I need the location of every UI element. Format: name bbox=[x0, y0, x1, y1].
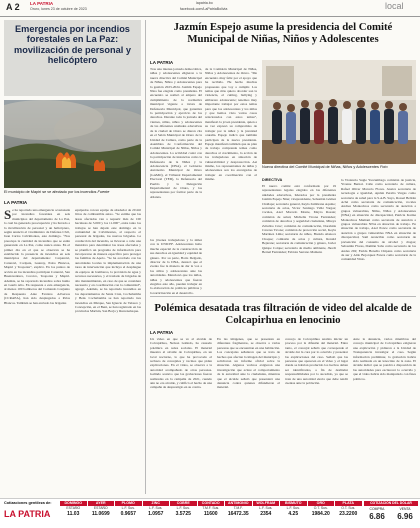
header-brand: LA PATRIA bbox=[30, 1, 54, 6]
market-column-value: 1.0957 bbox=[148, 511, 164, 517]
market-column-value: 2354 bbox=[260, 511, 272, 517]
market-column-10 bbox=[335, 501, 362, 518]
market-column-head: BISMUTO bbox=[280, 501, 307, 506]
market-column-unit: O.T. Sus. bbox=[341, 506, 356, 510]
story2-tag: LA PATRIA bbox=[150, 60, 174, 65]
story2-subhead: DIRECTIVA bbox=[262, 178, 283, 182]
market-column-value: 11600 bbox=[203, 511, 218, 517]
header-date: Oruro, lunes 23 de octubre de 2023 bbox=[30, 7, 87, 11]
market-column-unit: L.F. Sus. bbox=[149, 506, 163, 510]
market-column-head: PLOMO bbox=[115, 501, 142, 506]
market-column-unit: L.F. Sus. bbox=[121, 506, 135, 510]
header-social[interactable]: facebook.com/LaPatriaBolivia bbox=[180, 7, 228, 11]
market-column-value: 3.5725 bbox=[175, 511, 191, 517]
story1-caption: El municipio de Mapiri se ve afectado por los incendios Fuente bbox=[4, 190, 110, 194]
market-column-value: 11.0699 bbox=[91, 511, 110, 517]
market-quotes-bar bbox=[0, 498, 420, 528]
story2-body-col4: El nuevo comité está conformado por 19 representantes legales elegidos en las diferentes unidades educativas, liderados por la presidenta Jazmín Espejo Nina; vicepresidente, Sebastián Gómez Challapa; secretaria general, Keyla Zambrana Aquino; secretaria de actas, Victor Santiago Véliz Vargas; vocales, Axel Marcelo Monte, Mayra Rosaía; comisión de salud, Michelle Ticona Fernández; comisión de derechos y seguridad ciudadana, Mireya Zeballos Cruz; comisión de comunicación, Dorahida Cáceres Ticona; comisión de protección social, Keyla Martinez Lima; secretaria de niños, Brenda Alanoca Choque; comisión de actas y cultura, Ronald Bejarano; secretaria de comunicación y género, Javier Quispe Colque; secretaria de medio ambiente, Jhordi Bernal Fernández; Fabiola Serrano Mamani. bbox=[262, 184, 336, 255]
market-column-7 bbox=[253, 501, 280, 518]
market-column-head: CONTADO bbox=[198, 501, 225, 506]
market-column-unit: L.F. Sus. bbox=[286, 506, 300, 510]
market-column-unit: L.F. Sus. bbox=[176, 506, 190, 510]
market-column-value: 16472.35 bbox=[227, 511, 249, 517]
story1-tag: LA PATRIA bbox=[4, 200, 28, 205]
sell-value: 6.96 bbox=[397, 512, 413, 521]
fire-photo-icon bbox=[4, 100, 141, 188]
column-divider bbox=[145, 20, 146, 494]
story2-body-col2: de la Comisión Municipal de Niñas, Niños y Adolescentes de Oruro. “Me encuentro muy feliz por el apoyo que he recibido. He hecho muchas propuestas que voy a cumplir. Los temas que más quiero abordar son la violencia, el cutting, bullying y embarazo adolescente; tenemos muy importante trabajar por estos temas para que los adolescentes y los niños y que hemos visto varios casos relacionados con estos temas”, manifestó la joven presidenta, quien a su vez expresó su compromiso de trabajar por la niñez y la juventud orureña. Espejo indicó que también participan de la nueva presidenta. Espejo manifestó también que su plan de trabajo comprende temas como derechos al crecimiento, la acción de los trabajadores en situación de vulnerabilidad y desprotección. Así mismo, los representantes de niñas y adolescentes son los encargados de trabajar en coordinación con el mismo. bbox=[205, 67, 257, 182]
story2-body-col5: la Violencia Sugie Yaczumbaga comisión de justicia, Yvonne Bernal. Calle como secretario de cultura, Rafael Oliver Marcelo Flores. Jessica secretaria de tecnología e igualdad, Ayelén Peralta Vargas como secretaria de salud para la S.A.B. Suyo, Rossel Beltrán Aché como secretaria de comunicación, vocales Andrea Montecinos como secretaria de atención a grupos vulnerables, Niñas, Niños y Adolescentes (NNA) en situación de discapacidad, Patricia Karina Montecinos Mamani como secretaria de atención a grupos vulnerables NNA en situación de trabajo. En situación de trabajo, Axel Ponce como secretaria de atención a grupos vulnerables NNA en situación de discapacidad, Saúl Arancibia como secretaria de prevención del consumo de alcohol y drogas; Sebastián Flores, Damián Saba como secretaria de los Andes 202; Farida Heredia Chipana como secretaria de sur y Aldo Bojorquez Farera como secretaria de la comunidad Vinto. bbox=[341, 178, 416, 262]
market-column-unit: L.F. Sus. bbox=[259, 506, 273, 510]
market-column-head: ZINC bbox=[143, 501, 170, 506]
market-column-head: PLATA bbox=[335, 501, 362, 506]
story1-body-col1: Se ha reportado una emergencia ocasionada por incendios forestales en seis municipios del departamento de La Paz, lo cual ha generado preocupación y ha llevado a la movilización de personal y un helicóptero, según anunció el viceministro de Defensa Civil, Juan Carlos Calvimontes, este domingo. “Nos preocupa la cantidad de incendios que se están generando en La Paz, como nunca antes. En el primer día en el que se observan se ha establecido la presencia de incendios en seis municipios del departamento: Carpanaví, Caranavi, Coripata, Guanay, Palos Blancos, Mapiri y Teoponte”, explicó. En los puntos de acción en los incendios participan Caranavi, San Buenaventura, Coroico, Teoponte y Mapiri. Además, se ha reportado incendios sobre humo en Gualó Alto. En respuesta a esta emergencia, al menos 100 bomberos del Comando Conjunto de Respuesta Ante Eventos Adversos (CCRAEA), han sido desplegados a Palos Blancos. También se han enviado las brigadas bbox=[4, 208, 70, 305]
header-website[interactable]: lapatria.bo bbox=[196, 1, 213, 5]
story-divider bbox=[150, 296, 416, 297]
section-name: local bbox=[385, 1, 404, 11]
market-column-unit: O.T. Sus. bbox=[313, 506, 328, 510]
story3-body-col1: Un video en que se ve al alcalde de Colcapirhua, Nelson Galindo, ha causado polémica en redes sociales. El material muestra al alcalde de Colcapirhua, en un local nocturno, lo que ha provocado el rechazo de concejales y vecinos que piden explicaciones. En el video, se observa a la autoridad acompañado de otras personas. Galindo sostuvo que las grabaciones fueron realizadas en la campaña de 2021, cuando aún no era alcalde, y calificó el hecho de una campaña de desprestigio en su contra. bbox=[150, 337, 212, 390]
page-header bbox=[0, 0, 420, 17]
story1-fire-photo bbox=[4, 100, 141, 188]
story1-caption-source: Fuente bbox=[97, 190, 110, 194]
story1-headline: Emergencia por incendios forestales en La Paz: movilización de personal y helicóptero bbox=[14, 24, 131, 65]
story3-body-col3: concejo de Colcapirhua analiza iniciar un proceso por la difusión del material. Entre tanto, el concejal señaló que corresponde al alcalde dar la cara por lo ocurrido y presentar las explicaciones del caso. Señaló que las personas que aparecen en el video y el lugar donde se habrían producido los hechos deben ser identificados, a fin de deslindar responsabilidades por lo sucedido, ya que se trata de una autoridad electa que debe rendir cuentas ante la población. bbox=[285, 337, 348, 386]
story3-tag: LA PATRIA bbox=[150, 330, 174, 335]
market-column-head: COBRE bbox=[170, 501, 197, 506]
market-column-6 bbox=[225, 501, 252, 518]
market-column-value: 1984.20 bbox=[311, 511, 330, 517]
buy-value: 6.86 bbox=[369, 512, 385, 521]
story1-headline-box bbox=[4, 20, 141, 96]
story2-group-photo bbox=[262, 60, 416, 164]
market-column-head: ANTIMONIO bbox=[225, 501, 252, 506]
story2-body-col3: los jóvenes trabajadores y la niñez con la UNICEF. Adolescentes hubo mucha especial de la construcción de sus derechos en igualdad y equidad de género. Por su parte, Boris Delgado, director de la DNA, destacó que el evento fue la manera de dar la voz a los niños y adolescentes ante las autoridades. Mencionó que los niños, niñas y adolescentes que fueron elegidos este año, pueden trabajar en la elaboración de políticas públicas y la participación en el desarrollo. bbox=[150, 238, 202, 294]
market-column-3 bbox=[143, 501, 170, 518]
market-column-unit: ESTAÑO bbox=[93, 506, 108, 510]
market-column-unit: ESTAÑO bbox=[66, 506, 81, 510]
market-column-value: 4.25 bbox=[288, 511, 299, 517]
story2-body-col1: Tras una intensa jornada democrática, niñas y adolescentes eligieron a la nueva directiva del Comité Municipal de Niñas, Niños y Adolescentes para la gestión 2023-2024. Jazmín Espejo Nina fue elegida como presidenta. El encuentro se realizó al amparo del cumplimiento de la normativa municipal vigente a través de Defensoría Municipal, que garantiza la participación y ejercicio de los derechos. Durante toda la jornada del viernes, niñas, niños y adolescentes de las diferentes unidades educativas de la ciudad de Oruro se dieron cita en el Salón Municipal de Oruro de la Unidad de Cultura, como parte de la Asamblea de Conformación del Comité Municipal de Niñas, Niños y Adolescentes. La actividad contó con la participación de instancias como la Defensoría de la Niñez y la Adolescencia (DNA), el Gobierno Autónomo Municipal de Oruro (GAMO), el Tribunal Departamental Electoral (TED), la Defensoría del Pueblo y la Delegación Departamental de Oruro, y los representantes por formar parte de la Alianza. bbox=[150, 67, 202, 199]
group-photo-icon bbox=[262, 60, 416, 164]
market-column-0 bbox=[60, 501, 87, 518]
market-column-head: DOMINGO bbox=[60, 501, 87, 506]
market-column-4 bbox=[170, 501, 197, 518]
story3-body-col2: En las imágenes, que se presentan en diferentes fragmentos, se observa a varias personas que se encuentran en una habitación. Los concejales señalaron que se trata de hechos que afectan la imagen del municipio y solicitaron un informe oficial sobre la situación. Algunos vecinos exigieron una investigación que aclare el comportamiento de la autoridad ante la ciudadanía, mientras que el alcalde señaló que presentará una denuncia contra quienes difundieron el material. bbox=[217, 337, 280, 390]
dollar-rate-header: COTIZACIÓN DEL DÓLAR bbox=[364, 501, 418, 506]
market-column-9 bbox=[308, 501, 335, 518]
market-column-value: 11.03 bbox=[67, 511, 80, 517]
story3-body-col4: Ante la denuncia, varios miembros del concejo municipal de Colcapirhua exigieron una explicación y pidieron a la Unidad de Transparencia investigar el caso. Según información preliminar, la grabación habría sido realizada en un lenocinio de la zona. El alcalde indicó que se pondrá a disposición de las autoridades para esclarecer lo ocurrido y que el video habría sido manipulado con fines políticos. bbox=[353, 337, 416, 381]
market-column-1 bbox=[88, 501, 115, 518]
market-title: Cotizaciones gentileza de: bbox=[4, 501, 52, 505]
market-column-unit: T.M.F. Sus. bbox=[202, 506, 220, 510]
market-column-2 bbox=[115, 501, 142, 518]
page-number: A 2 bbox=[6, 2, 20, 12]
market-brand-logo: LA PATRIA bbox=[4, 509, 51, 519]
market-column-head: AYER bbox=[88, 501, 115, 506]
market-column-head: ORO bbox=[308, 501, 335, 506]
market-column-value: 23.2200 bbox=[339, 511, 358, 517]
market-column-8 bbox=[280, 501, 307, 518]
story1-dropcap: S bbox=[4, 208, 12, 222]
market-column-head: WOLFRAM bbox=[253, 501, 280, 506]
story2-photo-caption-source: Foto bbox=[379, 165, 388, 169]
market-column-5 bbox=[198, 501, 225, 518]
story1-body-col2: equipados con un equipo de alrededor de 20 mil litros de combustible aéreo. “Se estima que las áreas afectadas van a requerir más de 100 hectáreas de 3.000 y los 11.000”, entre tanto los trabajos se han dejado este domingo en la comunidad de Calvimontes, al respecto el personal de brigadas, los nuevos brigadas. La conducción del incendio, se llevaron a cabo una maniobra para determinar las áreas afectadas y se planificó un programa de información para incorporarse de manera específica para proteger las familias de Apolo. “Se ha acordado con las autoridades locales la implementación de una tarea de intervención que incluya el despliegue de equipos de bomberos, la provisión de agua y recursos necesarios, y el traslado de brigadas de alto mantenimiento, en caso de que se considere necesario y en coordinación con la comunidad”, agregó. Además, se ha reportado incendios en los departamentos de Santa Cruz, Cochabamba y Beni. Cochabamba se han reportado tres incendios en Mizque, San Ignacio de Velasco y Concepción, en el Beni, se han registrado en las provincias Marbán, San Borja y Rurrenabaque. bbox=[75, 208, 141, 314]
story2-headline: Jazmín Espejo asume la presidencia del Comité Municipal de Niñas, Niños y Adolescentes bbox=[173, 21, 393, 45]
market-column-value: 0.9657 bbox=[120, 511, 136, 517]
story2-photo-caption: Nueva directiva del Comité Municipal de Niñas, Niños y Adolescentes Foto bbox=[262, 165, 388, 169]
sell-label: VENTA bbox=[399, 507, 411, 511]
buy-label: COMPRA bbox=[369, 507, 385, 511]
story3-headline: Polémica desatada tras filtración de video del alcalde de Colcapirhua en lenocinio bbox=[154, 302, 412, 326]
market-column-unit: T.M.F. bbox=[233, 506, 243, 510]
